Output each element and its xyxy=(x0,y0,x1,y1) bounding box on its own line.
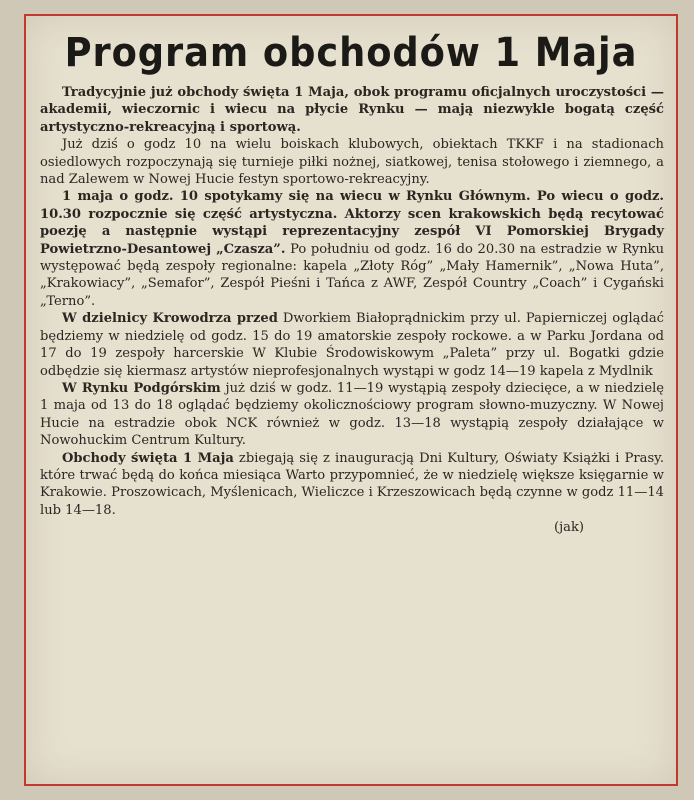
paragraph-5 xyxy=(40,380,664,450)
author-signature: (jak) xyxy=(553,520,584,536)
paragraph-lead: Obchody święta 1 Maja xyxy=(62,450,234,466)
paragraph-4 xyxy=(40,310,664,380)
paragraph-1 xyxy=(40,84,664,136)
paragraph-3 xyxy=(40,188,664,310)
paragraph-text: już dziś w godz. 11—19 wystąpią zespoły dziecięce, a w niedzielę 1 maja od 13 do 18 oglądać będziemy okolicznościowy program słowno-muzyczny. W Nowej Hucie na estradzie obok NCK również w godz. 13—18 wystąpią zespoły działające w Nowohuckim Centrum Kultury. xyxy=(40,380,664,449)
paragraph-text: Po południu od godz. 16 do 20.30 na estradzie w Rynku występować będą zespoły regionalne: kapela „Złoty Róg” „Mały Hamernik”, „Nowa Huta”, „Krakowiacy”, „Semafor”, Zespół Pieśni i Tańca z AWF, Zespół Country „Coach” i Cygański „Terno”. xyxy=(40,241,664,309)
paragraph-lead: 1 maja o godz. 10 spotykamy się na wiecu w Rynku Głównym. Po wiecu o godz. 10.30 rozpocznie się część artystyczna. Aktorzy scen krakowskich będą recytować poezję a następnie wystąpi reprezentacyjny zespół VI Pomorskiej Brygady Powietrzno-Desantowej „Czasza”. xyxy=(40,189,664,257)
newspaper-clipping xyxy=(24,14,678,786)
paragraph-text: zbiegają się z inauguracją Dni Kultury, Oświaty Książki i Prasy. które trwać będą do końca miesiąca Warto przypomnieć, że w niedzielę większe księgarnie w Krakowie. Proszowicach, Myślenicach, Wieliczce i Krzeszowicach będą czynne w godz 11—14 lub 14—18. xyxy=(40,450,664,518)
article-body xyxy=(40,84,664,537)
paragraph-lead: W Rynku Podgórskim xyxy=(62,380,221,396)
paragraph-text: Już dziś o godz 10 na wielu boiskach klubowych, obiektach TKKF i na stadionach osiedlowych rozpoczynają się turnieje piłki nożnej, siatkowej, tenisa stołowego i ziemnego, a nad Zalewem w Nowej Hucie festyn sportowo-rekreacyjny. xyxy=(40,137,664,188)
paragraph-lead: W dzielnicy Krowodrza przed xyxy=(62,311,278,327)
paragraph-6 xyxy=(40,450,664,520)
paragraph-2 xyxy=(40,136,664,188)
article-headline: Program obchodów 1 Maja xyxy=(64,30,638,76)
paragraph-lead: Tradycyjnie już obchody święta 1 Maja, obok programu oficjalnych uroczystości — akademii, wieczornic i wiecu na płycie Rynku — mają niezwykle bogatą część artystyczno-rekreacyjną i sportową. xyxy=(40,85,664,135)
paragraph-text: Dworkiem Białoprądnickim przy ul. Papierniczej oglądać będziemy w niedzielę od godz. 15 do 19 amatorskie zespoły rockowe. a w Parku Jordana od 17 do 19 zespoły harcerskie W Klubie Środowiskowym „Paleta” przy ul. Bogatki gdzie odbędzie się kiermasz artystów nieprofesjonalnych wystąpi w godz 14—19 kapela z Mydlnik xyxy=(40,311,664,379)
